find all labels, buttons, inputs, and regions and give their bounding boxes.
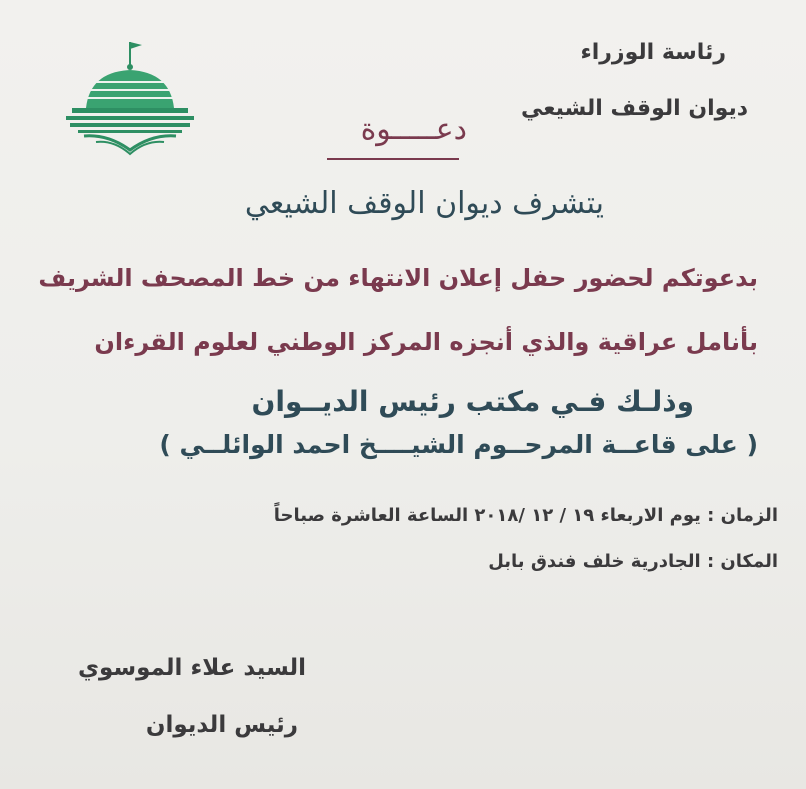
invite-line-1: بدعوتكم لحضور حفل إعلان الانتهاء من خط المصحف الشريف xyxy=(38,264,758,292)
honor-line: يتشرف ديوان الوقف الشيعي xyxy=(244,186,604,221)
invitation-title-block xyxy=(315,112,475,164)
event-location: المكان : الجادرية خلف فندق بابل xyxy=(488,551,778,572)
invite-line-2: بأنامل عراقية والذي أنجزه المركز الوطني لعلوم القرءان xyxy=(94,328,758,356)
place-line-2: ( على قاعــة المرحــوم الشيــــخ احمد الوائلــي ) xyxy=(159,430,758,459)
invitation-title: دعـــــوة xyxy=(360,112,467,147)
place-line-1: وذلـك فـي مكتب رئيس الديــوان xyxy=(251,385,694,418)
dome-emblem-icon xyxy=(60,38,202,158)
title-underline xyxy=(327,158,459,160)
office-name: ديوان الوقف الشيعي xyxy=(520,96,748,121)
signatory-name: السيد علاء الموسوي xyxy=(77,655,306,681)
event-time: الزمان : يوم الاربعاء ١٩ / ١٢ /٢٠١٨ الساعة العاشرة صباحاً xyxy=(273,505,778,526)
ministry-name: رئاسة الوزراء xyxy=(580,40,726,65)
signatory-title: رئيس الديوان xyxy=(145,712,298,738)
